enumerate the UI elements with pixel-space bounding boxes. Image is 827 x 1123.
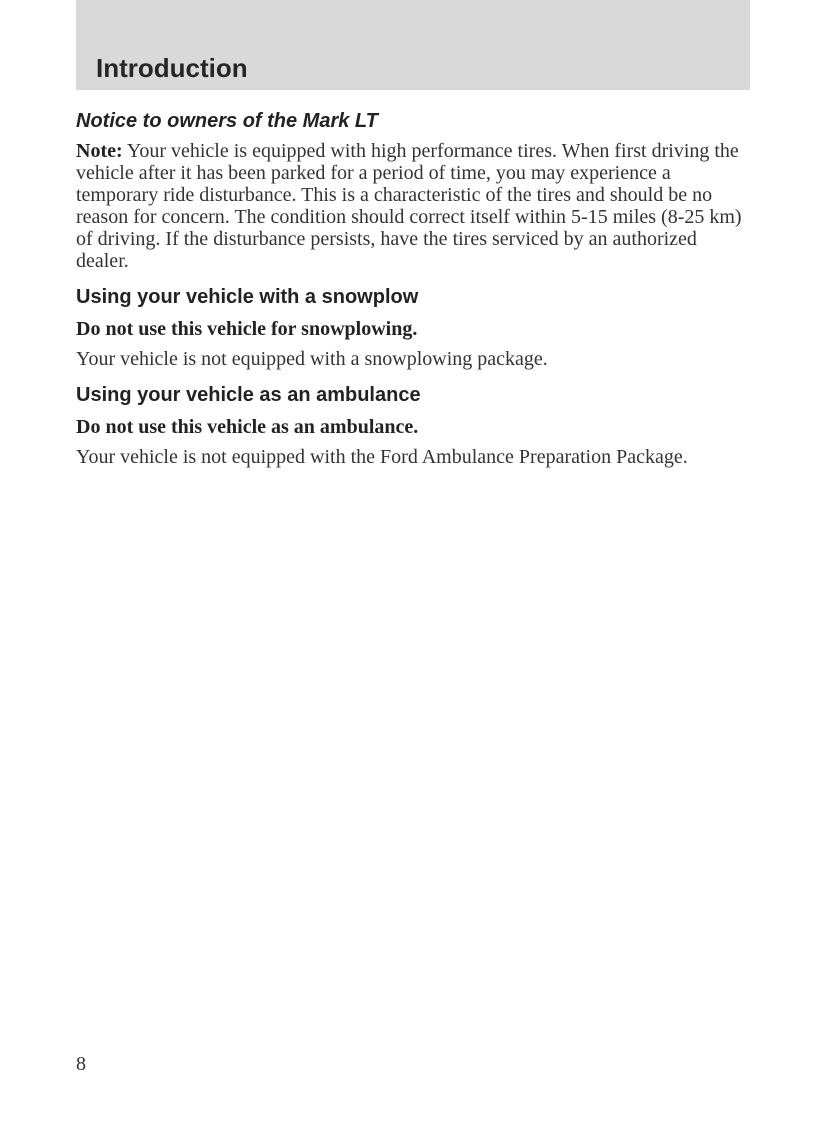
snowplow-warning: Do not use this vehicle for snowplowing. (76, 318, 418, 340)
chapter-header-band (76, 0, 750, 90)
note-label: Note: (76, 140, 123, 162)
ambulance-warning: Do not use this vehicle as an ambulance. (76, 416, 419, 438)
page-content (76, 108, 750, 480)
notice-paragraph (76, 140, 750, 272)
notice-heading: Notice to owners of the Mark LT (76, 110, 378, 132)
ambulance-paragraph: Your vehicle is not equipped with the Ford Ambulance Preparation Package. (76, 446, 688, 468)
ambulance-section (76, 382, 750, 468)
snowplow-heading: Using your vehicle with a snowplow (76, 286, 419, 308)
snowplow-paragraph: Your vehicle is not equipped with a snowplowing package. (76, 348, 548, 370)
note-text: Your vehicle is equipped with high performance tires. When first driving the vehicle after it has been parked for a period of time, you may experience a temporary ride disturbance. This is a characteristic of the tires and should be no reason for concern. The condition should correct itself within 5-15 miles (8-25 km) of driving. If the disturbance persists, have the tires serviced by an authorized dealer. (76, 140, 742, 272)
notice-section (76, 108, 750, 272)
snowplow-section (76, 284, 750, 370)
page-number: 8 (76, 1053, 86, 1075)
chapter-title: Introduction (96, 53, 248, 83)
ambulance-heading: Using your vehicle as an ambulance (76, 384, 421, 406)
